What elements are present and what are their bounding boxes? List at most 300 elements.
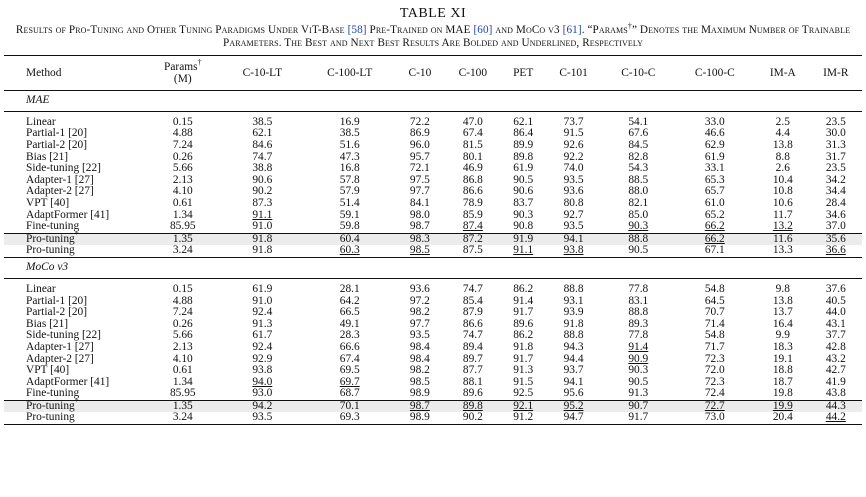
value-cell: 98.5	[409, 375, 430, 388]
value-cell: 2.6	[775, 162, 790, 175]
value-cell: 98.0	[409, 208, 430, 221]
method-name: VPT [40]	[26, 196, 70, 209]
value-cell: 98.2	[409, 364, 430, 377]
value-cell: 91.5	[513, 375, 534, 388]
caption-text-3: and MoCo v3	[492, 24, 563, 36]
table-row	[4, 117, 862, 129]
value-cell: 13.8	[772, 294, 793, 307]
method-cell	[4, 307, 144, 319]
value-cell: 72.7	[674, 400, 756, 412]
value-cell: 37.0	[810, 221, 862, 233]
value-cell: 34.2	[825, 173, 846, 186]
value-cell: 74.7	[462, 282, 483, 295]
value-cell: 92.9	[252, 352, 273, 365]
method-marker: *	[74, 397, 79, 407]
value-cell: 74.0	[563, 162, 584, 175]
table-row	[4, 296, 862, 308]
table-row	[4, 128, 862, 140]
params-cell: 5.66	[172, 162, 193, 175]
value-cell: 86.2	[513, 282, 534, 295]
value-cell: 92.4	[252, 306, 273, 319]
params-cell: 2.13	[172, 340, 193, 353]
table-row	[4, 365, 862, 377]
params-cell: 0.26	[172, 317, 193, 330]
method-cell	[4, 412, 144, 424]
value-cell: 94.0	[252, 375, 273, 388]
value-cell: 73.0	[674, 412, 756, 424]
value-cell: 43.8	[810, 388, 862, 400]
method-name: Fine-tuning	[26, 220, 80, 233]
value-cell: 91.7	[513, 306, 534, 319]
value-cell: 73.7	[563, 115, 584, 128]
value-cell: 67.4	[462, 127, 483, 140]
value-cell: 84.6	[252, 139, 273, 151]
value-cell: 90.3	[513, 208, 534, 221]
value-cell: 36.6	[825, 244, 846, 257]
value-cell: 69.5	[339, 364, 360, 377]
value-cell: 91.8	[222, 233, 304, 245]
value-cell: 47.3	[339, 150, 360, 163]
table-row	[4, 198, 862, 210]
value-cell: 72.3	[704, 352, 725, 365]
value-cell: 87.7	[462, 364, 483, 377]
params-cell: 4.10	[172, 185, 193, 198]
value-cell: 88.5	[628, 173, 649, 186]
value-cell: 88.0	[628, 185, 649, 198]
value-cell: 72.0	[704, 364, 725, 377]
value-cell: 86.2	[513, 329, 534, 342]
value-cell: 90.9	[628, 352, 649, 365]
table-row	[4, 330, 862, 342]
header-params	[144, 55, 222, 90]
value-cell: 93.8	[252, 364, 273, 377]
value-cell: 93.5	[409, 329, 430, 342]
value-cell: 91.1	[252, 208, 273, 221]
value-cell: 87.3	[252, 196, 273, 209]
value-cell: 91.0	[252, 294, 273, 307]
value-cell: 54.8	[704, 329, 725, 342]
value-cell: 82.8	[628, 150, 649, 163]
table-row	[4, 175, 862, 187]
value-cell: 62.9	[704, 139, 725, 151]
method-name: Side-tuning [22]	[26, 329, 101, 342]
value-cell: 16.9	[339, 115, 360, 128]
table-row	[4, 152, 862, 164]
value-cell: 74.7	[252, 150, 273, 163]
value-cell: 44.0	[825, 306, 846, 319]
value-cell: 91.8	[513, 340, 534, 353]
value-cell: 70.7	[704, 306, 725, 319]
table-row	[4, 342, 862, 354]
value-cell: 19.8	[756, 388, 810, 400]
value-cell: 38.5	[252, 115, 273, 128]
value-cell: 82.1	[628, 196, 649, 209]
value-cell: 98.3	[396, 233, 443, 245]
caption-text-4: . “Params	[581, 24, 628, 36]
value-cell: 13.2	[756, 221, 810, 233]
header-dataset: IM-R	[810, 55, 862, 90]
value-cell: 67.4	[339, 352, 360, 365]
value-cell: 61.9	[704, 150, 725, 163]
value-cell: 91.4	[628, 340, 649, 353]
header-dataset: C-10-C	[603, 55, 674, 90]
value-cell: 87.2	[443, 233, 502, 245]
value-cell: 62.1	[252, 127, 273, 140]
value-cell: 72.2	[409, 115, 430, 128]
method-name: Partial-2 [20]	[26, 306, 88, 319]
table-row	[4, 354, 862, 366]
params-cell: 4.88	[172, 127, 193, 140]
value-cell: 13.7	[772, 306, 793, 319]
value-cell: 94.2	[222, 400, 304, 412]
value-cell: 54.3	[628, 162, 649, 175]
value-cell: 72.4	[674, 388, 756, 400]
value-cell: 90.6	[252, 173, 273, 186]
method-name: Partial-1 [20]	[26, 294, 88, 307]
value-cell: 85.9	[462, 208, 483, 221]
params-cell: 0.61	[172, 364, 193, 377]
value-cell: 67.1	[704, 244, 725, 257]
table-row	[4, 210, 862, 222]
params-cell: 85.95	[144, 221, 222, 233]
caption-text-2: Pre-Trained on MAE	[366, 24, 474, 36]
value-cell: 96.0	[409, 139, 430, 151]
value-cell: 95.6	[544, 388, 603, 400]
table-row	[4, 412, 862, 424]
header-params-unit: (M)	[173, 72, 192, 85]
value-cell: 13.8	[772, 139, 793, 151]
value-cell: 61.9	[513, 162, 534, 175]
params-cell: 1.34	[172, 208, 193, 221]
value-cell: 43.1	[825, 317, 846, 330]
value-cell: 59.8	[303, 221, 396, 233]
method-name: AdaptFormer [41]	[26, 208, 110, 221]
value-cell: 92.7	[563, 208, 584, 221]
value-cell: 72.1	[409, 162, 430, 175]
value-cell: 98.5	[409, 244, 430, 257]
value-cell: 33.1	[704, 162, 725, 175]
method-name: Linear	[26, 282, 56, 295]
value-cell: 37.7	[825, 329, 846, 342]
params-cell: 1.34	[172, 375, 193, 388]
value-cell: 91.3	[603, 388, 674, 400]
table-row	[4, 388, 862, 400]
table-row	[4, 245, 862, 257]
params-cell: 85.95	[144, 388, 222, 400]
header-dataset: C-10-LT	[222, 55, 304, 90]
value-cell: 93.5	[563, 173, 584, 186]
value-cell: 90.7	[603, 400, 674, 412]
value-cell: 91.7	[603, 412, 674, 424]
value-cell: 92.1	[502, 400, 544, 412]
section-title: MAE	[4, 90, 862, 111]
value-cell: 13.3	[772, 244, 793, 257]
value-cell: 91.3	[513, 364, 534, 377]
value-cell: 93.5	[222, 412, 304, 424]
value-cell: 88.1	[462, 375, 483, 388]
value-cell: 18.7	[772, 375, 793, 388]
params-cell: 3.24	[144, 412, 222, 424]
value-cell: 54.8	[704, 282, 725, 295]
value-cell: 90.6	[513, 185, 534, 198]
header-dataset: IM-A	[756, 55, 810, 90]
method-name: Side-tuning [22]	[26, 162, 101, 175]
value-cell: 91.0	[222, 221, 304, 233]
header-dataset: C-10	[396, 55, 443, 90]
value-cell: 90.5	[513, 173, 534, 186]
value-cell: 86.9	[409, 127, 430, 140]
method-name: AdaptFormer [41]	[26, 375, 110, 388]
value-cell: 94.7	[544, 412, 603, 424]
value-cell: 33.0	[704, 115, 725, 128]
value-cell: 20.4	[756, 412, 810, 424]
value-cell: 65.3	[704, 173, 725, 186]
value-cell: 89.6	[443, 388, 502, 400]
caption-ref-mae[interactable]: [60]	[473, 24, 493, 36]
value-cell: 94.3	[563, 340, 584, 353]
value-cell: 90.5	[628, 244, 649, 257]
value-cell: 97.5	[409, 173, 430, 186]
value-cell: 94.1	[544, 233, 603, 245]
table-row	[4, 140, 862, 152]
table-row	[4, 377, 862, 389]
value-cell: 93.0	[222, 388, 304, 400]
value-cell: 85.4	[462, 294, 483, 307]
value-cell: 9.8	[775, 282, 790, 295]
header-params-dagger: †	[197, 58, 202, 68]
caption-ref-moco[interactable]: [61]	[562, 24, 582, 36]
value-cell: 87.5	[462, 244, 483, 257]
value-cell: 66.6	[339, 340, 360, 353]
header-dataset: C-100-C	[674, 55, 756, 90]
method-name: Partial-2 [20]	[26, 139, 88, 151]
value-cell: 98.9	[396, 388, 443, 400]
value-cell: 11.6	[756, 233, 810, 245]
value-cell: 84.5	[628, 139, 649, 151]
value-cell: 54.1	[628, 115, 649, 128]
header-dataset: C-101	[544, 55, 603, 90]
value-cell: 34.4	[825, 185, 846, 198]
value-cell: 89.8	[443, 400, 502, 412]
value-cell: 28.1	[339, 282, 360, 295]
value-cell: 93.8	[563, 244, 584, 257]
caption-ref-vit[interactable]: [58]	[347, 24, 367, 36]
value-cell: 28.4	[825, 196, 846, 209]
value-cell: 91.5	[563, 127, 584, 140]
method-cell	[4, 245, 144, 257]
value-cell: 23.5	[825, 162, 846, 175]
value-cell: 87.4	[443, 221, 502, 233]
value-cell: 61.9	[252, 282, 273, 295]
value-cell: 38.5	[339, 127, 360, 140]
value-cell: 49.1	[339, 317, 360, 330]
value-cell: 98.9	[396, 412, 443, 424]
method-name: Pro-tuning	[26, 244, 75, 257]
value-cell: 68.7	[303, 388, 396, 400]
value-cell: 61.0	[704, 196, 725, 209]
value-cell: 46.9	[462, 162, 483, 175]
value-cell: 97.2	[409, 294, 430, 307]
value-cell: 93.7	[563, 364, 584, 377]
value-cell: 16.8	[339, 162, 360, 175]
value-cell: 44.3	[810, 400, 862, 412]
value-cell: 89.4	[462, 340, 483, 353]
value-cell: 60.4	[303, 233, 396, 245]
value-cell: 30.0	[825, 127, 846, 140]
method-name: Adapter-2 [27]	[26, 185, 94, 198]
table-row	[4, 233, 862, 245]
caption-text-5: ” Denotes the Maximum Number of Trainable Parameters. The Best and Next Best Results Are Bolded and Underlined, Respectively	[223, 24, 851, 50]
value-cell: 97.7	[409, 185, 430, 198]
value-cell: 51.6	[339, 139, 360, 151]
value-cell: 98.2	[409, 306, 430, 319]
value-cell: 11.7	[773, 208, 793, 221]
value-cell: 43.2	[825, 352, 846, 365]
value-cell: 77.8	[628, 282, 649, 295]
params-cell: 5.66	[172, 329, 193, 342]
value-cell: 64.2	[339, 294, 360, 307]
value-cell: 90.3	[628, 364, 649, 377]
header-dataset: PET	[502, 55, 544, 90]
params-cell: 3.24	[172, 244, 193, 257]
value-cell: 31.3	[825, 139, 846, 151]
params-cell: 0.26	[172, 150, 193, 163]
table-row	[4, 221, 862, 233]
table-label: TABLE XI	[399, 6, 467, 21]
section-row	[4, 257, 862, 278]
value-cell: 84.1	[409, 196, 430, 209]
value-cell: 74.7	[462, 329, 483, 342]
value-cell: 40.5	[825, 294, 846, 307]
value-cell: 66.2	[674, 233, 756, 245]
value-cell: 71.7	[704, 340, 725, 353]
value-cell: 83.7	[513, 196, 534, 209]
value-cell: 46.6	[704, 127, 725, 140]
value-cell: 89.7	[462, 352, 483, 365]
method-name: VPT [40]	[26, 364, 70, 377]
value-cell: 88.8	[603, 233, 674, 245]
value-cell: 44.2	[810, 412, 862, 424]
table-caption	[4, 21, 862, 51]
value-cell: 91.3	[252, 317, 273, 330]
value-cell: 93.5	[544, 221, 603, 233]
section-title: MoCo v3	[4, 257, 862, 278]
value-cell: 88.8	[628, 306, 649, 319]
value-cell: 91.1	[513, 244, 534, 257]
params-cell: 4.88	[172, 294, 193, 307]
params-cell: 4.10	[172, 352, 193, 365]
value-cell: 95.2	[544, 400, 603, 412]
value-cell: 57.8	[339, 173, 360, 186]
value-cell: 86.6	[462, 317, 483, 330]
value-cell: 98.4	[409, 340, 430, 353]
table-row	[4, 186, 862, 198]
value-cell: 16.4	[772, 317, 793, 330]
value-cell: 2.5	[775, 115, 790, 128]
table-row	[4, 319, 862, 331]
value-cell: 72.3	[704, 375, 725, 388]
section-row	[4, 90, 862, 111]
value-cell: 37.6	[825, 282, 846, 295]
value-cell: 91.8	[563, 317, 584, 330]
value-cell: 93.9	[563, 306, 584, 319]
value-cell: 86.4	[513, 127, 534, 140]
method-name: Adapter-1 [27]	[26, 340, 94, 353]
value-cell: 31.7	[825, 150, 846, 163]
value-cell: 80.1	[462, 150, 483, 163]
table-row	[4, 307, 862, 319]
value-cell: 91.4	[513, 294, 534, 307]
value-cell: 92.4	[252, 340, 273, 353]
params-cell: 7.24	[172, 306, 193, 319]
params-cell: 1.35	[144, 400, 222, 412]
value-cell: 86.6	[462, 185, 483, 198]
value-cell: 92.6	[563, 139, 584, 151]
value-cell: 60.3	[339, 244, 360, 257]
value-cell: 38.8	[252, 162, 273, 175]
value-cell: 94.4	[563, 352, 584, 365]
value-cell: 78.9	[462, 196, 483, 209]
value-cell: 89.6	[513, 317, 534, 330]
value-cell: 69.7	[339, 375, 360, 388]
value-cell: 18.8	[772, 364, 793, 377]
value-cell: 93.6	[563, 185, 584, 198]
value-cell: 90.2	[252, 185, 273, 198]
method-cell	[4, 186, 144, 198]
value-cell: 19.1	[772, 352, 793, 365]
params-cell: 7.24	[172, 139, 193, 151]
value-cell: 94.1	[563, 375, 584, 388]
value-cell: 83.1	[628, 294, 649, 307]
value-cell: 67.6	[628, 127, 649, 140]
value-cell: 95.7	[409, 150, 430, 163]
value-cell: 10.4	[772, 173, 793, 186]
params-cell: 0.15	[172, 282, 193, 295]
method-name: Pro-tuning	[26, 411, 75, 424]
value-cell: 81.5	[462, 139, 483, 151]
value-cell: 57.9	[339, 185, 360, 198]
table-row	[4, 163, 862, 175]
value-cell: 89.9	[513, 139, 534, 151]
value-cell: 23.5	[825, 115, 846, 128]
value-cell: 91.9	[502, 233, 544, 245]
value-cell: 89.3	[628, 317, 649, 330]
value-cell: 10.6	[772, 196, 793, 209]
value-cell: 34.6	[825, 208, 846, 221]
method-name: Adapter-2 [27]	[26, 352, 94, 365]
value-cell: 91.2	[502, 412, 544, 424]
value-cell: 41.9	[825, 375, 846, 388]
value-cell: 61.7	[252, 329, 273, 342]
params-cell: 2.13	[172, 173, 193, 186]
value-cell: 65.7	[704, 185, 725, 198]
method-name: Fine-tuning	[26, 387, 80, 400]
value-cell: 69.3	[303, 412, 396, 424]
value-cell: 66.5	[339, 306, 360, 319]
value-cell: 87.9	[462, 306, 483, 319]
value-cell: 65.2	[704, 208, 725, 221]
params-cell: 1.35	[144, 233, 222, 245]
value-cell: 91.7	[513, 352, 534, 365]
value-cell: 88.8	[563, 282, 584, 295]
value-cell: 4.4	[775, 127, 790, 140]
method-marker: *	[74, 229, 79, 239]
method-name: Pro-tuning	[26, 399, 75, 412]
caption-text-1: Results of Pro-Tuning and Other Tuning Paradigms Under ViT-Base	[15, 24, 348, 36]
value-cell: 28.3	[339, 329, 360, 342]
method-name: Adapter-1 [27]	[26, 173, 94, 186]
value-cell: 93.1	[563, 294, 584, 307]
